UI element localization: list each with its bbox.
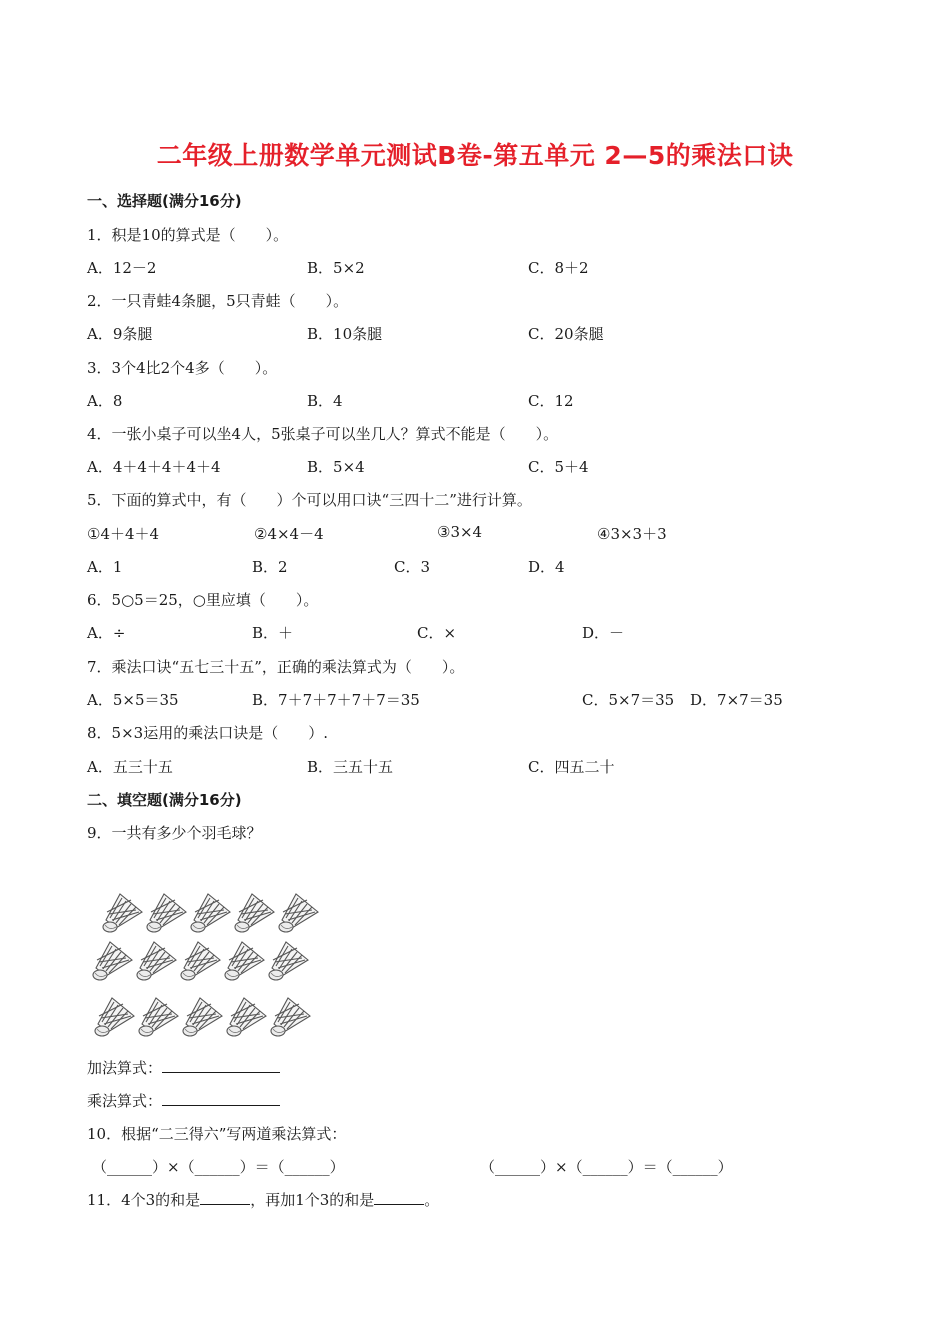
shuttlecock-icon xyxy=(276,890,322,936)
q2-option-a: A．9条腿 xyxy=(87,325,153,343)
q9-addition-row xyxy=(87,1057,280,1078)
multiplication-answer-blank[interactable] xyxy=(162,1091,280,1106)
q8-option-a: A．五三十五 xyxy=(87,758,173,776)
question-4: 4．一张小桌子可以坐4人，5张桌子可以坐几人？算式不能是（ ）。 xyxy=(87,425,559,443)
q4-option-b: B．5×4 xyxy=(307,458,365,476)
q2-option-b: B．10条腿 xyxy=(307,325,383,343)
q5-option-c: C．3 xyxy=(394,558,431,576)
q9-multiplication-row xyxy=(87,1090,280,1111)
multiplication-label: 乘法算式： xyxy=(87,1092,163,1110)
shuttlecock-icon xyxy=(134,938,180,984)
page-title: 二年级上册数学单元测试B卷-第五单元 2—5的乘法口诀 xyxy=(156,141,794,170)
q11-text-a: 11．4个3的和是 xyxy=(87,1191,201,1209)
section-heading-fill: 二、填空题(满分16分) xyxy=(87,791,242,809)
q4-option-c: C．5＋4 xyxy=(528,458,589,476)
question-6: 6．5○5＝25，○里应填（ ）。 xyxy=(87,591,319,609)
q5-item-2: ②4×4－4 xyxy=(254,525,324,543)
q5-item-4: ④3×3＋3 xyxy=(597,525,667,543)
question-1: 1．积是10的算式是（ ）。 xyxy=(87,226,289,244)
q6-option-b: B．＋ xyxy=(252,624,294,642)
question-7: 7．乘法口诀“五七三十五”，正确的乘法算式为（ ）。 xyxy=(87,658,465,676)
question-9: 9．一共有多少个羽毛球？ xyxy=(87,824,262,842)
q6-option-a: A．÷ xyxy=(87,624,126,642)
shuttlecock-icon xyxy=(222,938,268,984)
q11-blank-1[interactable] xyxy=(200,1190,250,1205)
q1-option-b: B．5×2 xyxy=(307,259,365,277)
shuttlecock-icon xyxy=(92,994,138,1040)
q3-option-a: A．8 xyxy=(87,392,123,410)
shuttlecock-icon xyxy=(136,994,182,1040)
q7-option-b: B．7＋7＋7＋7＋7＝35 xyxy=(252,691,420,709)
q8-option-c: C．四五二十 xyxy=(528,758,615,776)
q10-equation-left[interactable]: （______）×（______）＝（______） xyxy=(92,1158,345,1176)
question-10: 10．根据“二三得六”写两道乘法算式： xyxy=(87,1125,347,1143)
section-heading-choice: 一、选择题(满分16分) xyxy=(87,192,242,210)
q5-item-1: ①4＋4＋4 xyxy=(87,525,160,543)
shuttlecock-icon xyxy=(232,890,278,936)
shuttlecock-picture xyxy=(90,890,320,1040)
shuttlecock-icon xyxy=(100,890,146,936)
q6-option-c: C．× xyxy=(417,624,457,642)
q7-option-a: A．5×5＝35 xyxy=(87,691,179,709)
shuttlecock-icon xyxy=(178,938,224,984)
addition-answer-blank[interactable] xyxy=(162,1058,280,1073)
shuttlecock-icon xyxy=(180,994,226,1040)
shuttlecock-icon xyxy=(268,994,314,1040)
q8-option-b: B．三五十五 xyxy=(307,758,394,776)
addition-label: 加法算式： xyxy=(87,1059,163,1077)
shuttlecock-icon xyxy=(224,994,270,1040)
shuttlecock-icon xyxy=(144,890,190,936)
q7-option-d: D．7×7＝35 xyxy=(690,691,783,709)
q2-option-c: C．20条腿 xyxy=(528,325,604,343)
question-5: 5．下面的算式中，有（ ）个可以用口诀“三四十二”进行计算。 xyxy=(87,491,532,509)
q1-option-c: C．8＋2 xyxy=(528,259,589,277)
q11-text-b: ，再加1个3的和是 xyxy=(250,1191,375,1209)
q11-text-c: 。 xyxy=(424,1191,440,1209)
shuttlecock-icon xyxy=(266,938,312,984)
q4-option-a: A．4＋4＋4＋4＋4 xyxy=(87,458,221,476)
q3-option-c: C．12 xyxy=(528,392,574,410)
q7-option-c: C．5×7＝35 xyxy=(582,691,675,709)
q11-blank-2[interactable] xyxy=(374,1190,424,1205)
shuttlecock-icon xyxy=(188,890,234,936)
q5-option-a: A．1 xyxy=(87,558,123,576)
q10-equation-right[interactable]: （______）×（______）＝（______） xyxy=(480,1158,733,1176)
q5-option-d: D．4 xyxy=(528,558,565,576)
q6-option-d: D．－ xyxy=(582,624,625,642)
question-11 xyxy=(87,1189,439,1210)
question-3: 3．3个4比2个4多（ ）。 xyxy=(87,359,278,377)
q3-option-b: B．4 xyxy=(307,392,343,410)
q5-option-b: B．2 xyxy=(252,558,288,576)
q1-option-a: A．12－2 xyxy=(87,259,157,277)
question-8: 8．5×3运用的乘法口诀是（ ）. xyxy=(87,724,328,742)
question-2: 2．一只青蛙4条腿，5只青蛙（ ）。 xyxy=(87,292,349,310)
q5-item-3: ③3×4 xyxy=(437,523,483,541)
shuttlecock-icon xyxy=(90,938,136,984)
